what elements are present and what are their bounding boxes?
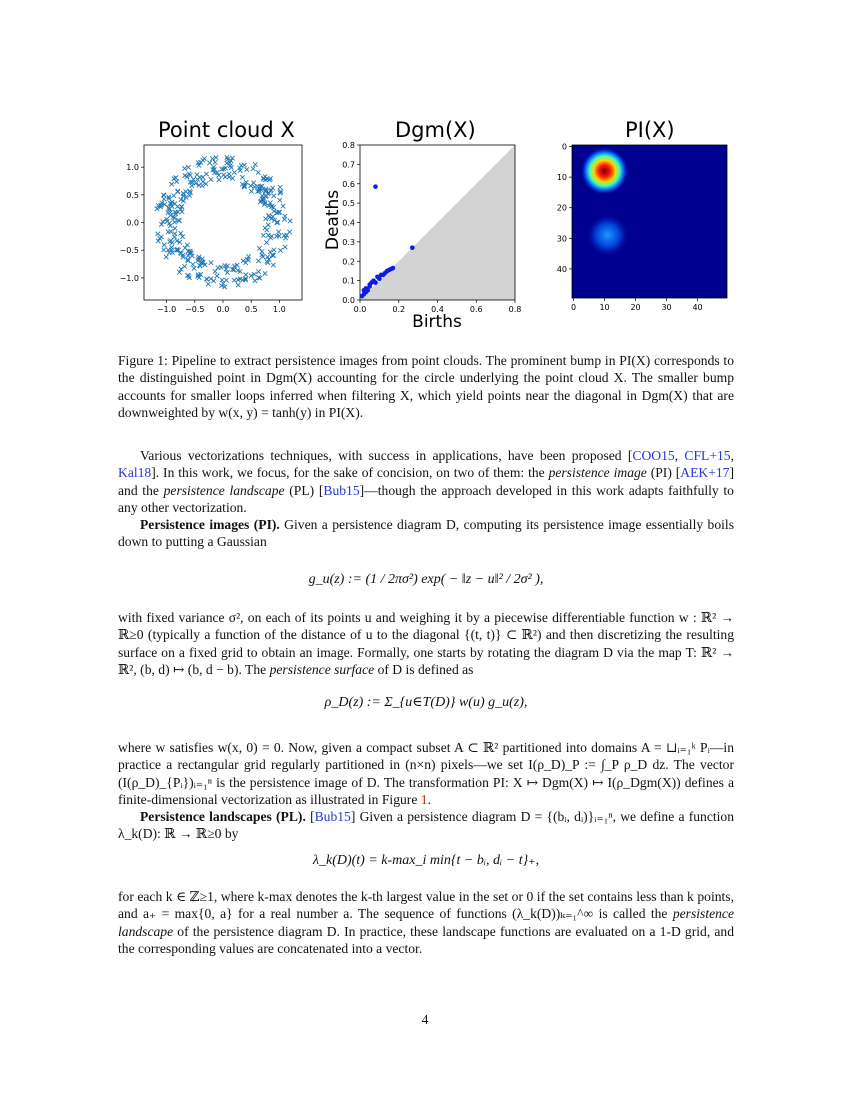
- y-tick-label: 0.0: [126, 218, 139, 228]
- point-cloud-marker: [271, 186, 275, 190]
- diagram-point: [389, 267, 394, 272]
- xlabel-births: Births: [412, 312, 462, 332]
- point-cloud-marker: [278, 248, 282, 252]
- x-tick-label: 1.0: [273, 305, 286, 314]
- point-cloud-marker: [287, 230, 291, 234]
- diagram-point: [373, 184, 378, 189]
- point-cloud-marker: [272, 194, 276, 198]
- text-span: ]. In this work, we focus, for the sake of concision, on two of them: the: [151, 465, 549, 481]
- point-cloud-marker: [256, 170, 260, 174]
- point-cloud-plot: [100, 110, 310, 320]
- panel-persistence-image: [545, 110, 750, 320]
- diagram-point: [367, 284, 372, 289]
- point-cloud-marker: [229, 165, 233, 169]
- y-tick-label: 0.3: [342, 237, 355, 247]
- cite-kal18[interactable]: Kal18: [118, 465, 152, 481]
- point-cloud-marker: [174, 179, 178, 183]
- x-tick-label: 0.6: [469, 305, 483, 314]
- cite-cfl15[interactable]: CFL+15: [684, 448, 731, 463]
- point-cloud-marker: [215, 274, 219, 278]
- text-span: of D is defined as: [374, 661, 474, 677]
- point-cloud-marker: [169, 182, 173, 186]
- body-paragraph-3: [118, 609, 734, 678]
- panel-title-point-cloud: Point cloud X: [158, 118, 295, 142]
- point-cloud-marker: [283, 214, 287, 218]
- point-cloud-marker: [192, 266, 196, 270]
- y-tick-label: 0.1: [342, 276, 355, 286]
- emph-persistence-image: persistence image: [548, 465, 647, 481]
- point-cloud-marker: [182, 166, 186, 170]
- point-cloud-marker: [212, 279, 216, 283]
- emph-persistence-landscape-2: persistence landscape: [118, 906, 734, 939]
- point-cloud-marker: [223, 175, 227, 179]
- point-cloud-marker: [201, 175, 205, 179]
- cite-bub15[interactable]: Bub15: [323, 482, 360, 498]
- text-span: Given a persistence diagram D, computing its persistence image essentially boils down to putting a Gaussian: [118, 517, 734, 550]
- point-cloud-marker: [267, 215, 271, 219]
- body-paragraph-6: [118, 888, 734, 957]
- point-cloud-marker: [245, 167, 249, 171]
- x-tick-label: 0.2: [392, 305, 406, 314]
- point-cloud-marker: [210, 156, 214, 160]
- x-tick-label: 0.0: [216, 305, 230, 314]
- point-cloud-marker: [225, 161, 229, 165]
- text-span: ,: [730, 448, 734, 463]
- diagram-point: [381, 273, 386, 278]
- diagram-plot: [320, 110, 530, 340]
- point-cloud-marker: [225, 270, 229, 274]
- point-cloud-marker: [249, 184, 253, 188]
- figure-1: [100, 110, 750, 340]
- x-tick-label: 0.4: [431, 305, 444, 314]
- point-cloud-marker: [164, 255, 168, 259]
- cite-coo15[interactable]: COO15: [632, 448, 675, 463]
- point-cloud-marker: [278, 198, 282, 202]
- point-cloud-marker: [261, 233, 265, 237]
- point-cloud-marker: [253, 162, 257, 166]
- panel-diagram: [320, 110, 530, 340]
- point-cloud-markers: [155, 155, 293, 289]
- point-cloud-marker: [187, 172, 191, 176]
- point-cloud-marker: [256, 259, 260, 263]
- point-cloud-marker: [240, 175, 244, 179]
- pi-bump-secondary: [586, 214, 629, 257]
- point-cloud-marker: [256, 269, 260, 273]
- text-span: Various vectorizations techniques, with success in applications, have been proposed [: [140, 448, 633, 463]
- text-span: for each k ∈ ℤ≥1, where k-max denotes the k-th largest value in the set or 0 if the set contains less than k points, and a₊ = max{0, a} for a real number a. The sequence of functions (λ_k(D))ₖ₌₁^∞ is called the: [118, 889, 734, 922]
- y-tick-label: 10: [556, 173, 567, 183]
- point-cloud-marker: [241, 259, 245, 263]
- y-tick-label: 0.0: [342, 296, 355, 305]
- y-tick-label: −1.0: [119, 273, 139, 283]
- point-cloud-marker: [281, 204, 285, 208]
- y-tick-label: −0.5: [119, 246, 139, 256]
- text-span: ]—though the approach developed in this work adapts faithfully to any other vectorization.: [118, 482, 734, 515]
- y-tick-label: 0.8: [342, 141, 355, 150]
- point-cloud-marker: [216, 266, 220, 270]
- point-cloud-marker: [156, 232, 160, 236]
- point-cloud-marker: [220, 278, 224, 282]
- x-tick-label: 30: [661, 303, 672, 312]
- y-tick-label: 0.7: [342, 160, 355, 170]
- point-cloud-marker: [268, 236, 272, 240]
- point-cloud-marker: [288, 219, 292, 223]
- heading-persistence-landscapes: Persistence landscapes (PL).: [140, 809, 306, 825]
- point-cloud-marker: [236, 283, 240, 287]
- point-cloud-marker: [174, 175, 178, 179]
- point-cloud-marker: [191, 262, 195, 266]
- y-tick-label: 1.0: [126, 163, 139, 173]
- point-cloud-marker: [161, 193, 165, 197]
- point-cloud-marker: [195, 172, 199, 176]
- point-cloud-marker: [213, 160, 217, 164]
- diagram-point: [377, 276, 382, 281]
- ref-figure-1[interactable]: 1: [420, 791, 428, 807]
- pi-bump-primary: [581, 147, 629, 195]
- point-cloud-marker: [176, 190, 180, 194]
- diagram-point: [364, 290, 369, 295]
- equation-persistence-surface: ρ_D(z) := Σ_{u∈T(D)} w(u) g_u(z),: [324, 695, 528, 710]
- point-cloud-marker: [166, 210, 170, 214]
- point-cloud-marker: [232, 170, 236, 174]
- x-tick-label: 20: [630, 303, 641, 312]
- panel-title-pi: PI(X): [625, 118, 675, 142]
- text-span: ] and the: [118, 465, 734, 498]
- point-cloud-marker: [173, 231, 177, 235]
- text-span: of the persistence diagram D. In practice, these landscape functions are evaluated on a 1-D grid, and the corresponding values are concatenated into a vector.: [118, 923, 734, 956]
- point-cloud-marker: [202, 156, 206, 160]
- panel-title-diagram: Dgm(X): [395, 118, 476, 142]
- x-tick-label: 40: [692, 303, 703, 312]
- text-span: with fixed variance σ², on each of its points u and weighing it by a piecewise differentiable function w : ℝ² → ℝ≥0 (typically a function of the distance of u to the diagonal {(t, t)} ⊂ ℝ²) and then discretizing the resulting surface on a fixed grid to obtain an image. Formally, one starts by rotating the diagram D via the map T: ℝ² → ℝ², (b, d) ↦ (b, d − b). The: [118, 610, 734, 677]
- point-cloud-marker: [162, 243, 166, 247]
- point-cloud-marker: [213, 269, 217, 273]
- point-cloud-marker: [260, 253, 264, 257]
- x-tick-label: −0.5: [185, 305, 205, 314]
- diagram-point: [410, 245, 415, 250]
- panel-point-cloud: [100, 110, 310, 320]
- y-tick-label: 0.4: [342, 218, 355, 228]
- text-span: [: [305, 809, 315, 825]
- x-tick-label: −1.0: [156, 305, 177, 314]
- text-span: (PL) [: [284, 482, 324, 498]
- heading-persistence-images: Persistence images (PI).: [140, 517, 280, 533]
- text-span: ] Given a persistence diagram D = {(bᵢ, dᵢ)}ᵢ₌₁ⁿ, we define a function λ_k(D): ℝ → ℝ≥0 by: [118, 809, 735, 842]
- page-number: 4: [421, 1012, 429, 1027]
- point-cloud-marker: [190, 184, 194, 188]
- body-paragraph-1: [118, 447, 734, 551]
- point-cloud-marker: [242, 163, 246, 167]
- point-cloud-marker: [173, 226, 177, 230]
- y-tick-label: 20: [556, 203, 567, 213]
- body-paragraph-4: [118, 739, 734, 843]
- point-cloud-marker: [204, 277, 208, 281]
- x-tick-label: 10: [599, 303, 610, 312]
- equation-gaussian: g_u(z) := (1 / 2πσ²) exp( − ‖z − u‖² / 2σ² ),: [308, 572, 544, 587]
- point-cloud-marker: [277, 234, 281, 238]
- text-span: (PI) [: [646, 465, 681, 481]
- cite-aek17[interactable]: AEK+17: [680, 465, 730, 481]
- point-cloud-marker: [214, 155, 218, 159]
- cite-bub15-2[interactable]: Bub15: [314, 809, 351, 825]
- text-span: where w satisfies w(x, 0) = 0. Now, given a compact subset A ⊂ ℝ² partitioned into domains A = ⊔ᵢ₌₁ᵏ Pᵢ—in practice a rectangular grid regularly partitioned in (n×n) pixels—we set I(ρ_D)_P := ∫_P ρ_D dz. The vector (I(ρ_D)_{Pᵢ})ᵢ₌₁ⁿ is the persistence image of D. The transformation PI: X ↦ Dgm(X) ↦ I(ρ_Dgm(X)) defines a finite-dimensional vectorization as illustrated in Figure: [118, 740, 734, 807]
- equation-landscape: λ_k(D)(t) = k-max_i min{t − bᵢ, dᵢ − t}₊,: [312, 853, 540, 868]
- y-tick-label: 0.5: [342, 199, 355, 209]
- emph-persistence-landscape: persistence landscape: [163, 482, 285, 498]
- point-cloud-marker: [263, 271, 267, 275]
- emph-persistence-surface: persistence surface: [269, 661, 375, 677]
- figure-caption: Figure 1: Pipeline to extract persistence images from point clouds. The prominent bump in PI(X) corresponds to the distinguished point in Dgm(X) accounting for the circle underlying the point cloud X. The smaller bump accounts for smaller loops inferred when filtering X, which yield points near the diagonal in Dgm(X) that are downweighted by w(x, y) = tanh(y) in PI(X).: [118, 353, 734, 420]
- ylabel-deaths: Deaths: [323, 189, 343, 251]
- point-cloud-marker: [206, 282, 210, 286]
- y-tick-label: 0.2: [342, 257, 355, 267]
- point-cloud-marker: [283, 245, 287, 249]
- point-cloud-marker: [162, 197, 166, 201]
- y-tick-label: 0: [561, 142, 567, 152]
- point-cloud-marker: [265, 228, 269, 232]
- y-tick-label: 0.5: [126, 190, 139, 200]
- point-cloud-marker: [253, 278, 257, 282]
- diagram-point: [373, 280, 378, 285]
- point-cloud-marker: [251, 167, 255, 171]
- point-cloud-marker: [249, 189, 253, 193]
- y-tick-label: 0.6: [342, 179, 355, 189]
- point-cloud-marker: [207, 161, 211, 165]
- point-cloud-marker: [166, 230, 170, 234]
- point-cloud-marker: [276, 230, 280, 234]
- text-span: .: [427, 791, 431, 807]
- point-cloud-marker: [264, 217, 268, 221]
- point-cloud-marker: [209, 260, 213, 264]
- point-cloud-marker: [186, 165, 190, 169]
- y-tick-label: 30: [556, 234, 567, 244]
- point-cloud-marker: [162, 248, 166, 252]
- pi-heatmap: [545, 110, 750, 320]
- point-cloud-marker: [172, 193, 176, 197]
- point-cloud-marker: [217, 178, 221, 182]
- point-cloud-marker: [209, 177, 213, 181]
- text-span: ,: [674, 448, 685, 463]
- x-tick-label: 0.8: [508, 305, 522, 314]
- x-tick-label: 0: [571, 303, 577, 312]
- y-tick-label: 40: [556, 264, 567, 274]
- point-cloud-marker: [182, 264, 186, 268]
- point-cloud-marker: [278, 185, 282, 189]
- point-cloud-marker: [195, 177, 199, 181]
- point-cloud-marker: [232, 278, 236, 282]
- x-tick-label: 0.5: [244, 305, 258, 314]
- point-cloud-marker: [271, 263, 275, 267]
- point-cloud-marker: [264, 240, 268, 244]
- point-cloud-marker: [185, 243, 189, 247]
- diagram-point: [360, 294, 365, 299]
- point-cloud-marker: [201, 179, 205, 183]
- x-tick-label: 0.0: [353, 305, 367, 314]
- point-cloud-marker: [257, 246, 261, 250]
